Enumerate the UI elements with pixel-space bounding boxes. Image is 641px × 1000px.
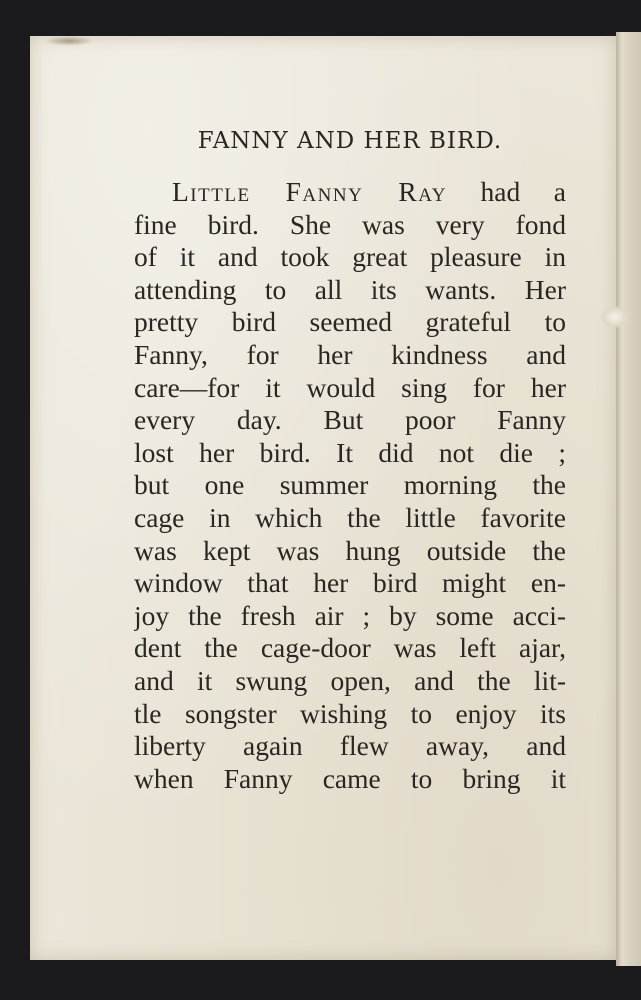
story-line: tle songster wishing to enjoy its	[134, 697, 566, 729]
opening-small-caps: Little Fanny Ray	[172, 176, 447, 207]
opening-rest: had a	[446, 176, 566, 207]
story-line: liberty again flew away, and	[134, 730, 566, 762]
story-line: care—for it would sing for her	[134, 371, 566, 403]
story-line: of it and took great pleasure in	[134, 241, 566, 273]
story-line: Fanny, for her kindness and	[134, 338, 566, 370]
story-line-opening	[134, 176, 566, 209]
story-line: lost her bird. It did not die ;	[134, 436, 566, 468]
corner-stain	[44, 36, 94, 46]
paper-tear-mark	[600, 306, 630, 328]
story-line: every day. But poor Fanny	[134, 404, 566, 436]
story-line: was kept was hung outside the	[134, 534, 566, 566]
story-text	[134, 176, 566, 795]
book-gutter	[616, 32, 641, 966]
story-line: fine bird. She was very fond	[134, 208, 566, 240]
story-line: cage in which the little favorite	[134, 501, 566, 533]
story-line: but one summer morning the	[134, 469, 566, 501]
story-line: and it swung open, and the lit-	[134, 664, 566, 696]
page-title: FANNY AND HER BIRD.	[197, 128, 503, 154]
story-line: pretty bird seemed grateful to	[134, 306, 566, 338]
story-line: dent the cage-door was left ajar,	[134, 632, 566, 664]
story-line: joy the fresh air ; by some acci-	[134, 599, 566, 631]
story-line: attending to all its wants. Her	[134, 273, 566, 305]
story-line: when Fanny came to bring it	[134, 762, 566, 794]
story-line: window that her bird might en-	[134, 567, 566, 599]
